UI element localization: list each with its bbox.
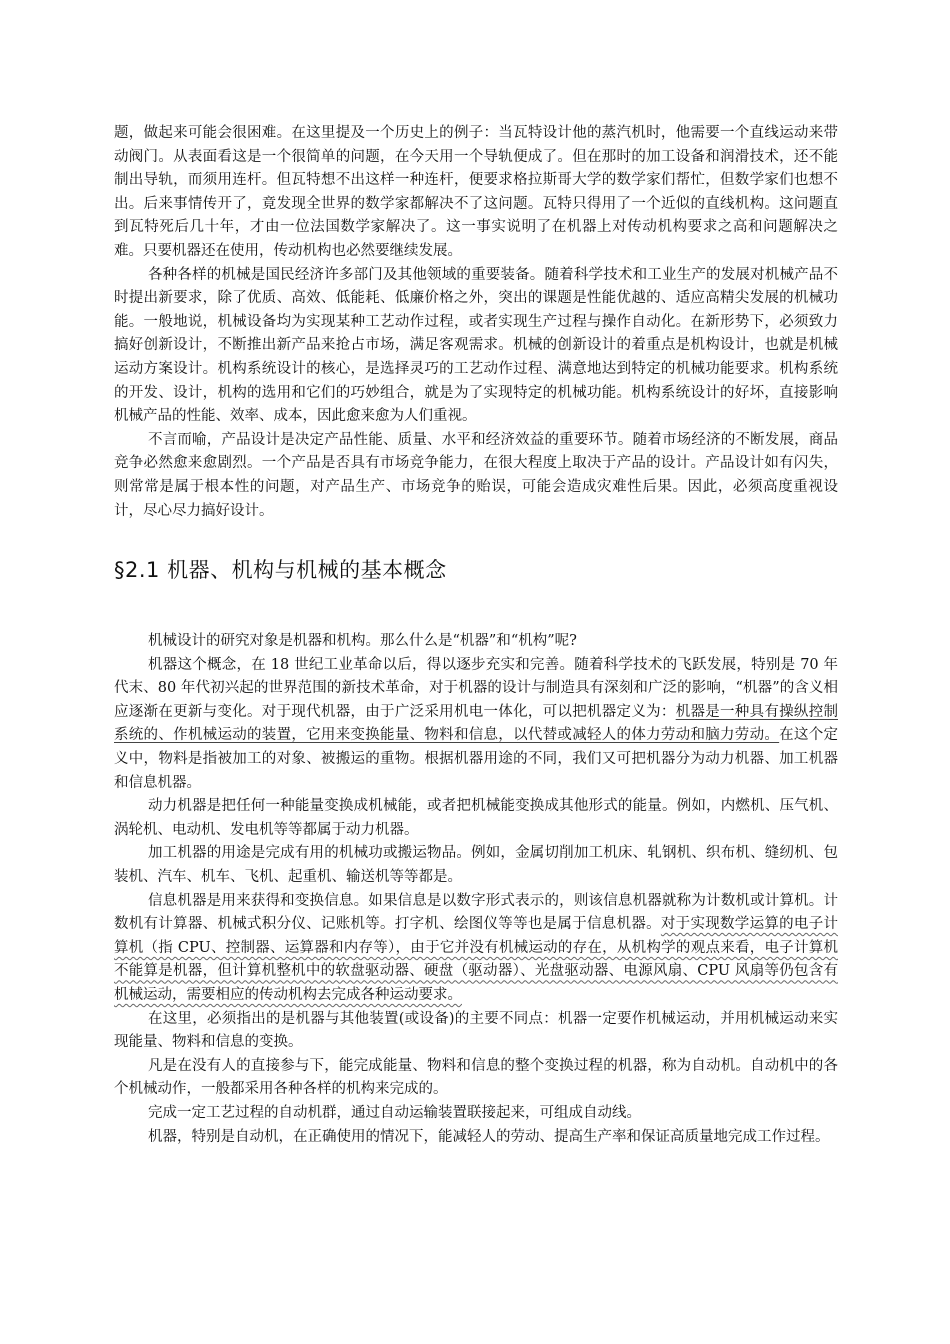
- paragraph-information-machines: [114, 890, 838, 1008]
- paragraph-product-design: 不言而喻，产品设计是决定产品性能、质量、水平和经济效益的重要环节。随着市场经济的不断发展，商品竞争必然愈来愈剧烈。一个产品是否具有市场竞争能力，在很大程度上取决于产品的设计。产品设计如有闪失，则常常是属于根本性的问题，对产品生产、市场竞争的贻误，可能会造成灾难性后果。因此，必须高度重视设计，尽心尽力搞好设计。: [114, 431, 838, 519]
- information-machines-text: 信息机器是用来获得和变换信息。如果信息是以数字形式表示的，则该信息机器就称为计数机或计算机。计数机有计算器、机械式积分仪、记账机等。打字机、绘图仪等等也是属于信息机器。: [114, 892, 838, 933]
- paragraph-automatic-line: 完成一定工艺过程的自动机群，通过自动运输装置联接起来，可组成自动线。: [148, 1104, 641, 1121]
- definition-intro: 机器这个概念，在 18 世纪工业革命以后，得以逐步充实和完善。随着科学技术的飞跃发展，特别是 70 年代末、80 年代初兴起的世界范围的新技术革命，对于机器的设计与制造具有深刻和广泛的影响，“机器”的含义相应逐渐在更新与变化。对于现代机器，由于广泛采用机电一体化，可以把机器定义为：: [114, 656, 838, 720]
- definition-followup: 在这个定义中，物料是指被加工的对象、被搬运的重物。根据机器用途的不同，我们又可把机器分为动力机器、加工机器和信息机器。: [114, 727, 838, 791]
- computer-note-wavy: 对于实现数学运算的电子计算机（指 CPU、控制器、运算器和内存等），由于它并没有机械运动的存在，从机构学的观点来看，电子计算机不能算是机器，但计算机整机中的软盘驱动器、硬盘（驱动器）、光盘驱动器、电源风扇、CPU 风扇等仍包含有机械运动，需要相应的传动机构去完成各种运动要求。: [114, 916, 838, 1003]
- paragraph-automatic-machine: 凡是在没有人的直接参与下，能完成能量、物料和信息的整个变换过程的机器，称为自动机。自动机中的各个机械动作，一般都采用各种各样的机构来完成的。: [114, 1057, 838, 1098]
- paragraph-processing-machines: 加工机器的用途是完成有用的机械功或搬运物品。例如，金属切削加工机床、轧钢机、织布机、缝纫机、包装机、汽车、机车、飞机、起重机、输送机等等都是。: [114, 845, 838, 886]
- paragraph-main-difference: 在这里，必须指出的是机器与其他装置(或设备)的主要不同点：机器一定要作机械运动，并用机械运动来实现能量、物料和信息的变换。: [114, 1010, 838, 1051]
- machine-definition-underlined: 机器是一种具有操纵控制系统的、作机械运动的装置，它用来变换能量、物料和信息，以代替或减轻人的体力劳动和脑力劳动。: [114, 703, 838, 744]
- paragraph-machinery-equipment: 各种各样的机械是国民经济许多部门及其他领域的重要装备。随着科学技术和工业生产的发展对机械产品不时提出新要求，除了优质、高效、低能耗、低廉价格之外，突出的课题是性能优越的、适应高精尖发展的机械功能。一般地说，机械设备均为实现某种工艺动作过程，或者实现生产过程与操作自动化。在新形势下，必须致力搞好创新设计，不断推出新产品来抢占市场，满足客观需求。机械的创新设计的着重点是机构设计，也就是机械运动方案设计。机构系统设计的核心，是选择灵巧的工艺动作过程、满意地达到特定的机械功能要求。机构系统的开发、设计，机构的选用和它们的巧妙组合，就是为了实现特定的机械功能。机构系统设计的好坏，直接影响机械产品的性能、效率、成本，因此愈来愈为人们重视。: [114, 266, 838, 425]
- paragraph-machine-benefits: 机器，特别是自动机，在正确使用的情况下，能减轻人的劳动、提高生产率和保证高质量地完成工作过程。: [148, 1128, 830, 1145]
- section-heading: §2.1 机器、机构与机械的基本概念: [114, 558, 447, 583]
- paragraph-machine-definition: [114, 654, 838, 796]
- paragraph-watt-example: 题，做起来可能会很困难。在这里提及一个历史上的例子：当瓦特设计他的蒸汽机时，他需要一个直线运动来带动阀门。从表面看这是一个很简单的问题，在今天用一个导轨便成了。但在那时的加工设备和润滑技术，还不能制出导轨，而须用连杆。但瓦特想不出这样一种连杆，便要求格拉斯哥大学的数学家们帮忙，但数学家们也想不出。后来事情传开了，竟发现全世界的数学家都解决不了这问题。瓦特只得用了一个近似的直线机构。这问题直到瓦特死后几十年，才由一位法国数学家解决了。这一事实说明了在机器上对传动机构要求之高和问题解决之难。只要机器还在使用，传动机构也必然要继续发展。: [114, 125, 838, 259]
- page-content: [114, 122, 838, 1149]
- paragraph-research-object: 机械设计的研究对象是机器和机构。那么什么是“机器”和“机构”呢?: [148, 633, 577, 650]
- paragraph-power-machines: 动力机器是把任何一种能量变换成机械能，或者把机械能变换成其他形式的能量。例如，内燃机、压气机、涡轮机、电动机、发电机等等都属于动力机器。: [114, 798, 838, 838]
